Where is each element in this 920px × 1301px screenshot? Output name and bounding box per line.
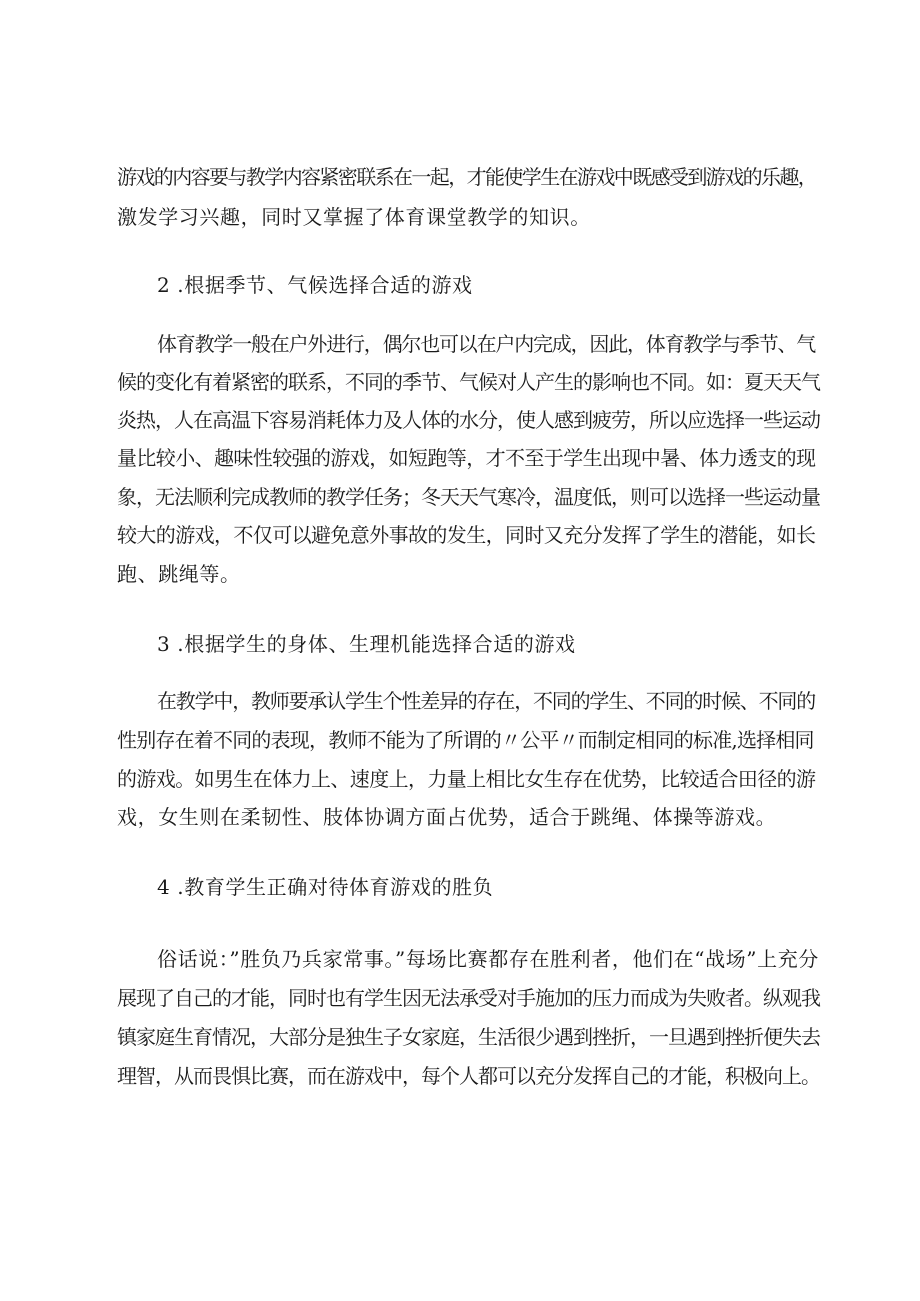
paragraph-line: 镇家庭生育情况，大部分是独生子女家庭，生活很少遇到挫折，一旦遇到挫折便失去 <box>117 1025 820 1049</box>
paragraph-line: 展现了自己的才能，同时也有学生因无法承受对手施加的压力而成为失败者。纵观我 <box>117 986 820 1010</box>
paragraph-line: 理智，从而畏惧比赛，而在游戏中，每个人都可以充分发挥自己的才能，积极向上。 <box>117 1064 820 1088</box>
paragraph-line: 候的变化有着紧密的联系，不同的季节、气候对人产生的影响也不同。如：夏天天气 <box>117 370 820 394</box>
paragraph-line: 游戏的内容要与教学内容紧密联系在一起，才能使学生在游戏中既感受到游戏的乐趣， <box>117 165 817 189</box>
paragraph-line: 较大的游戏，不仅可以避免意外事故的发生，同时又充分发挥了学生的潜能，如长 <box>117 523 816 547</box>
section-heading-2: 2 .根据季节、气候选择合适的游戏 <box>157 273 473 297</box>
section-heading-4: 4 .教育学生正确对待体育游戏的胜负 <box>157 875 494 899</box>
section-heading-3: 3 .根据学生的身体、生理机能选择合适的游戏 <box>157 632 576 656</box>
paragraph-line: 激发学习兴趣，同时又掌握了体育课堂教学的知识。 <box>117 205 591 229</box>
paragraph-line: 象，无法顺利完成教师的教学任务；冬天天气寒冷，温度低，则可以选择一些运动量 <box>117 485 820 509</box>
paragraph-line: 体育教学一般在户外进行，偶尔也可以在户内完成，因此，体育教学与季节、气 <box>157 332 815 356</box>
paragraph-line: 跑、跳绳等。 <box>117 562 241 586</box>
paragraph-line: 俗话说：”胜负乃兵家常事。”每场比赛都存在胜利者，他们在“战场”上充分 <box>157 947 819 971</box>
paragraph-line: 性别存在着不同的表现，教师不能为了所谓的〃公平〃而制定相同的标准,选择相同 <box>117 728 814 752</box>
paragraph-line: 量比较小、趣味性较强的游戏，如短跑等，才不至于学生出现中暑、体力透支的现 <box>117 446 816 470</box>
paragraph-line: 戏，女生则在柔韧性、肢体协调方面占优势，适合于跳绳、体操等游戏。 <box>117 805 777 829</box>
paragraph-line: 的游戏。如男生在体力上、速度上，力量上相比女生存在优势，比较适合田径的游 <box>117 767 816 791</box>
paragraph-line: 在教学中，教师要承认学生个性差异的存在，不同的学生、不同的时候、不同的 <box>157 689 815 713</box>
paragraph-line: 炎热，人在高温下容易消耗体力及人体的水分，使人感到疲劳，所以应选择一些运动 <box>117 408 820 432</box>
